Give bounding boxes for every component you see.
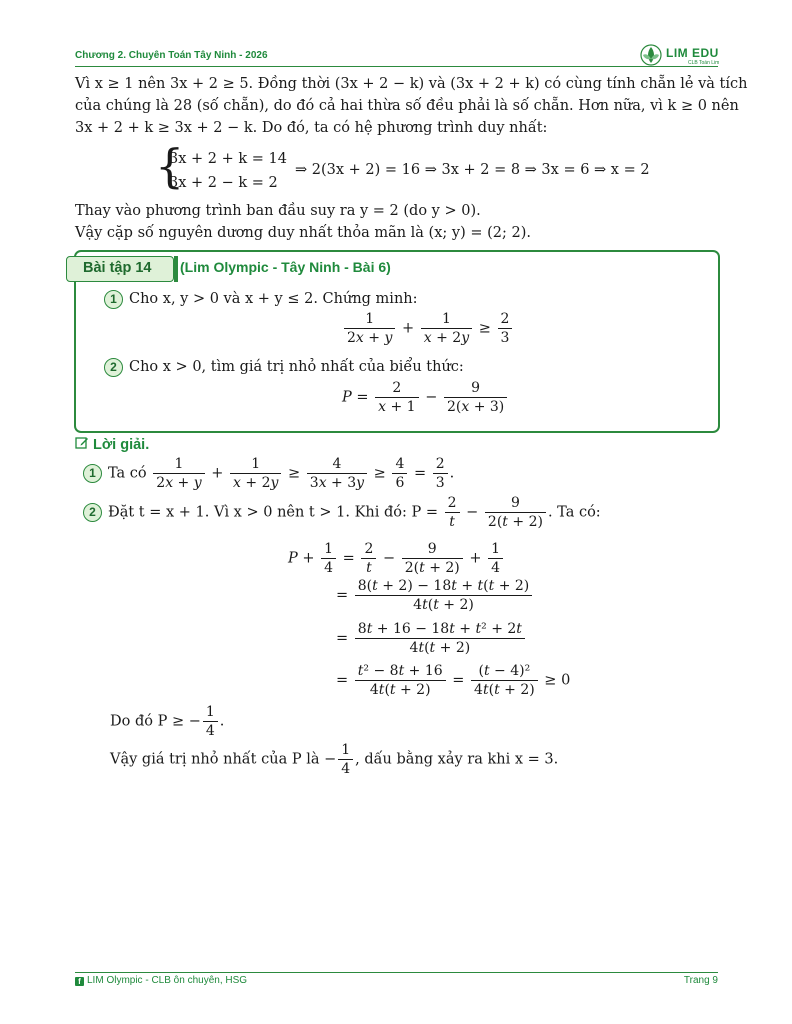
derivation-line-3: = $\frac{\text{8t + 16 − 18t + t² + 2t}}{4t(t + 2)}$ [336, 620, 527, 657]
pencil-edit-icon [75, 436, 89, 450]
exercise-item-2-formula: P = $\frac{2}{x + 1}$ − $\frac{9}{2(x + 3)}$ [342, 379, 509, 416]
intro-line-5: Vậy cặp số nguyên dương duy nhất thỏa mãn là (x; y) = (2; 2). [75, 225, 531, 241]
intro-line-3: 3x + 2 + k ≥ 3x + 2 − k. Do đó, ta có hệ phương trình duy nhất: [75, 120, 548, 136]
conclusion-1: Do đó P ≥ − $\frac{1}{4}$ . [110, 704, 225, 739]
solution-step-2: 2 Đặt t = x + 1. Vì x > 0 nên t > 1. Khi đó: P = $\frac{2}{t}$ − $\frac{9}{2(t + 2)}$ . Ta có: [83, 494, 601, 531]
logo-subtext: CLB Toán Lim [688, 60, 720, 66]
item-2-text: Cho x > 0, tìm giá trị nhỏ nhất của biểu thức: [129, 359, 464, 375]
derivation-line-1: P + $\frac{1}{4}$ = $\frac{2}{t}$ − $\frac{9}{2(t + 2)}$ + $\frac{1}{4}$ [288, 540, 505, 577]
equation-system [155, 139, 655, 196]
step-2-tail: . Ta có: [547, 504, 601, 521]
solution-step-1: 1 Ta có $\frac{1}{2x + y}$ + $\frac{1}{x + 2y}$ ≥ $\frac{4}{3x + 3y}$ ≥ $\frac{4}{6}$ = $\frac{2}{3}$ . [83, 455, 454, 492]
footer-left [75, 975, 247, 986]
exercise-item-1-formula: $\frac{1}{2x + y}$ + $\frac{1}{x + 2y}$ ≥ $\frac{2}{3}$ [342, 310, 514, 347]
solution-heading [75, 436, 149, 453]
intro-line-2: của chúng là 28 (số chẵn), do đó cả hai thừa số đều phải là số chẵn. Hơn nữa, vì k ≥ 0 nên [75, 98, 739, 114]
conclusion-2-text-a: Vậy giá trị nhỏ nhất của P là − [110, 751, 337, 768]
header-rule [75, 66, 718, 67]
exercise-item-2 [104, 356, 464, 378]
exercise-item-1 [104, 288, 418, 310]
left-brace: { [155, 139, 185, 193]
solution-title: Lời giải. [93, 437, 150, 453]
facebook-icon: f [75, 977, 84, 986]
system-eq-2: 3x + 2 − k = 2 [169, 175, 278, 191]
logo-text: LIM EDU [666, 46, 719, 60]
system-eq-1: 3x + 2 + k = 14 [169, 151, 287, 167]
footer-rule [75, 972, 718, 973]
derivation-line-2: = $\frac{8(t + 2) - 18t + t(t + 2)}{4t(t + 2)}$ [336, 577, 534, 614]
item-number: 2 [104, 358, 123, 377]
system-result: ⇒ 2(3x + 2) = 16 ⇒ 3x + 2 = 8 ⇒ 3x = 6 ⇒ x = 2 [295, 162, 650, 178]
derivation-line-4: = $\frac{\text{t² − 8t + 16}}{4t(t + 2)}$ = $\frac{\text{(t − 4)²}}{4t(t + 2)}$ ≥ 0 [336, 663, 571, 698]
exercise-label: Bài tập 14 [83, 260, 152, 276]
step-number: 1 [83, 464, 102, 483]
step-1-prefix: Ta có [108, 465, 147, 482]
exercise-label-tab [66, 256, 174, 282]
conclusion-2-text-b: , dấu bằng xảy ra khi x = 3. [355, 751, 559, 768]
conclusion-1-text: Do đó P ≥ − [110, 713, 201, 730]
chapter-header: Chương 2. Chuyên Toán Tây Ninh - 2026 [75, 50, 268, 61]
logo [638, 43, 723, 67]
conclusion-2: Vậy giá trị nhỏ nhất của P là − $\frac{1}{4}$ , dấu bằng xảy ra khi x = 3. [110, 742, 559, 777]
intro-line-1: Vì x ≥ 1 nên 3x + 2 ≥ 5. Đồng thời (3x + 2 − k) và (3x + 2 + k) có cùng tính chẵn lẻ và tích [75, 76, 748, 92]
footer-left-text: LIM Olympic - CLB ôn chuyên, HSG [87, 975, 248, 986]
tab-accent [174, 256, 178, 282]
step-2-text: Đặt t = x + 1. Vì x > 0 nên t > 1. Khi đó: P = [108, 504, 439, 521]
page-number: Trang 9 [683, 975, 718, 986]
item-number: 1 [104, 290, 123, 309]
lotus-logo-icon [638, 43, 664, 67]
step-number: 2 [83, 503, 102, 522]
exercise-source: (Lim Olympic - Tây Ninh - Bài 6) [180, 259, 391, 275]
item-1-text: Cho x, y > 0 và x + y ≤ 2. Chứng minh: [129, 291, 418, 307]
intro-line-4: Thay vào phương trình ban đầu suy ra y = 2 (do y > 0). [75, 203, 481, 219]
